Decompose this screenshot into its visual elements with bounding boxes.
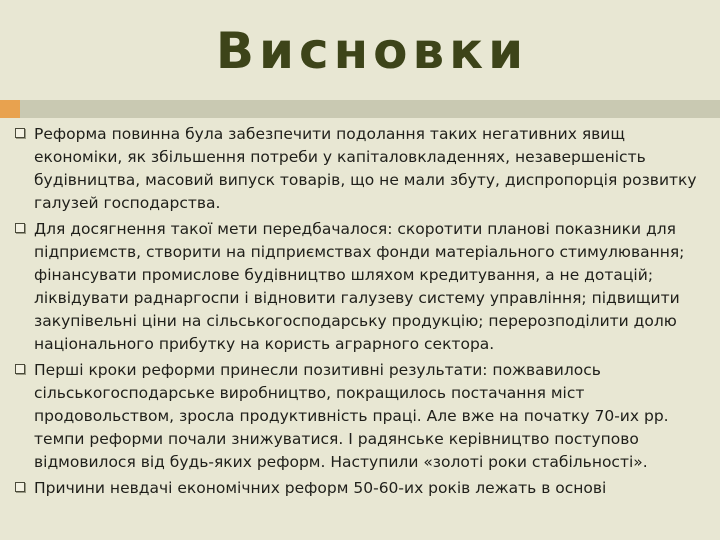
bullet-item xyxy=(14,123,704,215)
square-bullet-icon xyxy=(15,482,25,492)
bullet-text: Реформа повинна була забезпечити подолання таких негативних явищ економіки, як збільшення потреби у капіталовкладеннях, незавершеність будівництва, масовий випуск товарів, що не мали збуту, диспропорція розвитку галузей господарства. xyxy=(34,125,697,212)
bullet-text: Для досягнення такої мети передбачалося: скоротити планові показники для підприємств, створити на підприємствах фонди матеріального стимулювання; фінансувати промислове будівництво шляхом кредитування, а не дотацій; ліквідувати раднаргоспи і відновити галузеву систему управління; підвищити закупівельні ціни на сільськогосподарську продукцію; перерозподілити долю національного прибутку на користь аграрного сектора. xyxy=(34,220,685,353)
bullet-item xyxy=(14,218,704,356)
bullet-text: Перші кроки реформи принесли позитивні результати: пожвавилось сільськогосподарське виробництво, покращилось постачання міст продовольством, зросла продуктивність праці. Але вже на початку 70-их рр. темпи реформи почали знижуватися. І радянське керівництво поступово відмовилося від будь-яких реформ. Наступили «золоті роки стабільності». xyxy=(34,361,669,471)
bullet-item xyxy=(14,477,704,500)
title-divider-bar xyxy=(20,100,720,118)
bullet-item xyxy=(14,359,704,474)
square-bullet-icon xyxy=(15,128,25,138)
bullet-list xyxy=(14,123,704,503)
slide-title: Висновки xyxy=(215,22,529,80)
square-bullet-icon xyxy=(15,223,25,233)
title-accent-bar xyxy=(0,100,20,118)
bullet-text: Причини невдачі економічних реформ 50-60-их років лежать в основі xyxy=(34,479,607,497)
square-bullet-icon xyxy=(15,364,25,374)
